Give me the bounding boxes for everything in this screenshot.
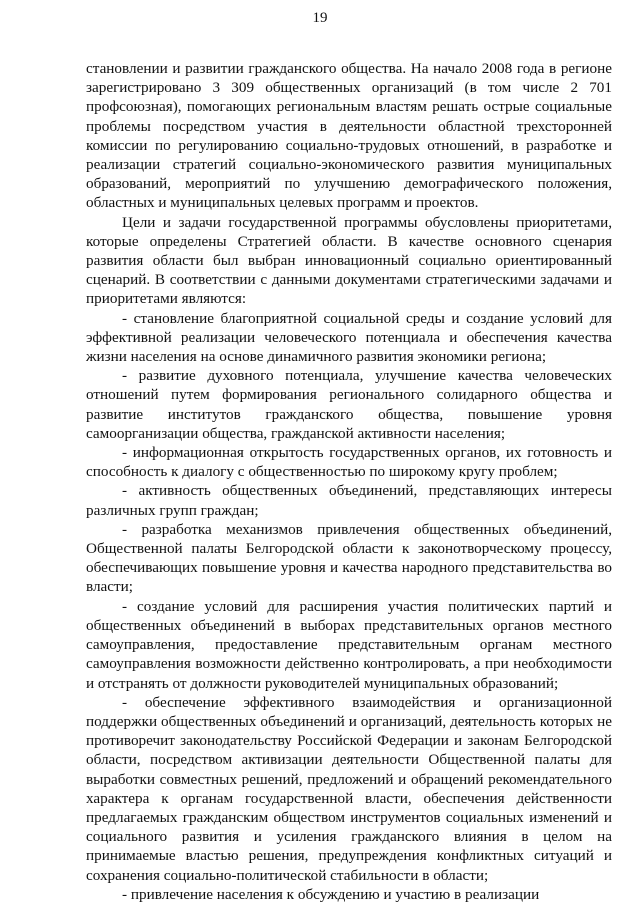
paragraph: - привлечение населения к обсуждению и участию в реализации [122, 885, 540, 903]
paragraph: - создание условий для расширения участия политических партий и общественных объединений в выборах представительных органов местного самоуправления, предоставление представительным органам местного самоуправления возможности действенно контролировать, а при необходимости и отстранять от должности руководителей муниципальных образований; [86, 597, 612, 692]
paragraph: - разработка механизмов привлечения общественных объединений, Общественной палаты Белгородской области к законотворческому процессу, обеспечивающих повышение уровня и качества народного представительства во власти; [86, 520, 612, 596]
paragraph: - активность общественных объединений, представляющих интересы различных групп граждан; [86, 482, 612, 519]
paragraph: - обеспечение эффективного взаимодействия и организационной поддержки общественных объединений и организаций, деятельность которых не противоречит законодательству Российской Федерации и законам Белгородской области, посредством активизации деятельности Общественной палаты для выработки совместных решений, предложений и обращений рекомендательного характера к органам государственной власти, обеспечения действенности предлагаемых гражданским обществом инструментов социальных изменений и социального развития и усиления гражданского влияния в целом на принимаемые властью решения, предупреждения конфликтных ситуаций и сохранения социально-политической стабильности в области; [86, 693, 612, 884]
paragraph: - развитие духовного потенциала, улучшение качества человеческих отношений путем формирования регионального солидарного общества и развитие институтов гражданского общества, повышение уровня самоорганизации общества, гражданской активности населения; [86, 367, 612, 442]
page-number: 19 [312, 10, 328, 26]
paragraph: Цели и задачи государственной программы обусловлены приоритетами, которые определены Стратегией области. В качестве основного сценария развития области был выбран инновационный социально ориентированный сценарий. В соответствии с данными документами стратегическими задачами и приоритетами являются: [86, 213, 612, 308]
body-text [86, 59, 612, 904]
paragraph: - информационная открытость государственных органов, их готовность и способность к диалогу с общественностью по широкому кругу проблем; [86, 444, 612, 481]
paragraph: - становление благоприятной социальной среды и создание условий для эффективной реализации человеческого потенциала и обеспечения качества жизни населения на основе динамичного развития экономики региона; [86, 309, 612, 366]
paragraph: становлении и развитии гражданского общества. На начало 2008 года в регионе зарегистрировано 3 309 общественных организаций (в том числе 2 701 профсоюзная), помогающих региональным властям решать острые социальные проблемы посредством участия в деятельности областной трехсторонней комиссии по регулированию социально-трудовых отношений, в разработке и реализации стратегий социально-экономического развития муниципальных образований, мероприятий по улучшению демографического положения, областных и муниципальных целевых программ и проектов. [86, 60, 612, 212]
